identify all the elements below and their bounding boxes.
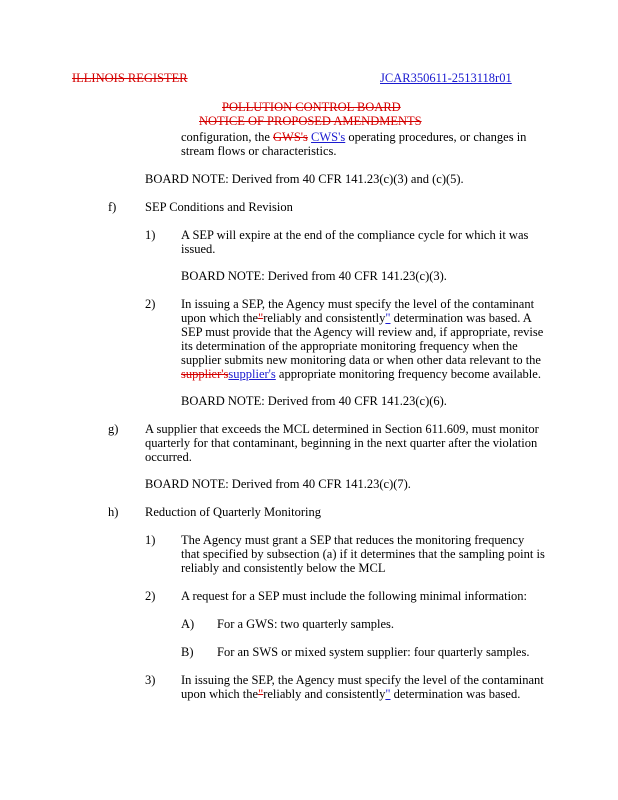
- section-g-label: g): [108, 422, 119, 436]
- h2-label: 2): [145, 589, 156, 603]
- section-f-label: f): [108, 200, 117, 214]
- text-run: configuration, the: [181, 130, 270, 144]
- inserted-text: ": [385, 687, 391, 701]
- h1-line1: The Agency must grant a SEP that reduces the monitoring frequency: [181, 533, 525, 547]
- page-title-line2: NOTICE OF PROPOSED AMENDMENTS: [199, 114, 422, 128]
- text-run: appropriate monitoring frequency become available.: [278, 367, 541, 381]
- hA-text: For a GWS: two quarterly samples.: [217, 617, 395, 631]
- h2-line1: A request for a SEP must include the following minimal information:: [181, 589, 528, 603]
- h3-line1: In issuing the SEP, the Agency must specify the level of the contaminant: [181, 673, 544, 687]
- f1-label: 1): [145, 228, 156, 242]
- h3-line2: [181, 687, 520, 701]
- inserted-text: CWS's: [311, 130, 346, 144]
- inserted-text: ": [385, 311, 391, 325]
- deleted-text: ": [258, 311, 264, 325]
- f1-line1: A SEP will expire at the end of the compliance cycle for which it was: [181, 228, 529, 242]
- text-run: determination was based. A: [393, 311, 532, 325]
- f2-line5: supplier submits new monitoring data or when other data relevant to the: [181, 353, 541, 367]
- section-h-label: h): [108, 505, 119, 519]
- g-board-note: BOARD NOTE: Derived from 40 CFR 141.23(c)(7).: [145, 477, 411, 491]
- text-run: upon which the: [181, 687, 259, 701]
- f2-board-note: BOARD NOTE: Derived from 40 CFR 141.23(c)(6).: [181, 394, 447, 408]
- hB-text: For an SWS or mixed system supplier: four quarterly samples.: [217, 645, 530, 659]
- f2-line2: [181, 311, 532, 325]
- text-run: determination was based.: [393, 687, 521, 701]
- deleted-text: GWS's: [273, 130, 308, 144]
- g-line1: A supplier that exceeds the MCL determined in Section 611.609, must monitor: [145, 422, 539, 436]
- text-run: operating procedures, or changes in: [348, 130, 527, 144]
- f2-line6: [181, 367, 541, 381]
- section-f-title: SEP Conditions and Revision: [145, 200, 293, 214]
- inserted-text: supplier's: [228, 367, 276, 381]
- header-left: ILLINOIS REGISTER: [72, 71, 188, 85]
- page-title-line1: POLLUTION CONTROL BOARD: [222, 100, 401, 114]
- section-h-title: Reduction of Quarterly Monitoring: [145, 505, 322, 519]
- header-right-docid: JCAR350611-2513118r01: [380, 71, 512, 85]
- h3-label: 3): [145, 673, 156, 687]
- deleted-text: supplier's: [181, 367, 229, 381]
- f2-line1: In issuing a SEP, the Agency must specify the level of the contaminant: [181, 297, 535, 311]
- f2-line3: SEP must provide that the Agency will review and, if appropriate, revise: [181, 325, 544, 339]
- text-run: reliably and consistently: [263, 311, 386, 325]
- f1-line2: issued.: [181, 242, 216, 256]
- h1-line3: reliably and consistently below the MCL: [181, 561, 386, 575]
- deleted-text: ": [258, 687, 264, 701]
- hB-label: B): [181, 645, 194, 659]
- f2-line4: its determination of the appropriate monitoring frequency when the: [181, 339, 518, 353]
- g-line2: quarterly for that contaminant, beginning in the next quarter after the violation: [145, 436, 538, 450]
- h1-line2: that specified by subsection (a) if it determines that the sampling point is: [181, 547, 545, 561]
- f1-board-note: BOARD NOTE: Derived from 40 CFR 141.23(c)(3).: [181, 269, 447, 283]
- g-line3: occurred.: [145, 450, 192, 464]
- board-note-e: BOARD NOTE: Derived from 40 CFR 141.23(c)(3) and (c)(5).: [145, 172, 464, 186]
- f2-label: 2): [145, 297, 156, 311]
- hA-label: A): [181, 617, 195, 631]
- text-run: upon which the: [181, 311, 259, 325]
- continuation-line2: stream flows or characteristics.: [181, 144, 337, 158]
- h1-label: 1): [145, 533, 156, 547]
- text-run: reliably and consistently: [263, 687, 386, 701]
- continuation-line1: [181, 130, 526, 144]
